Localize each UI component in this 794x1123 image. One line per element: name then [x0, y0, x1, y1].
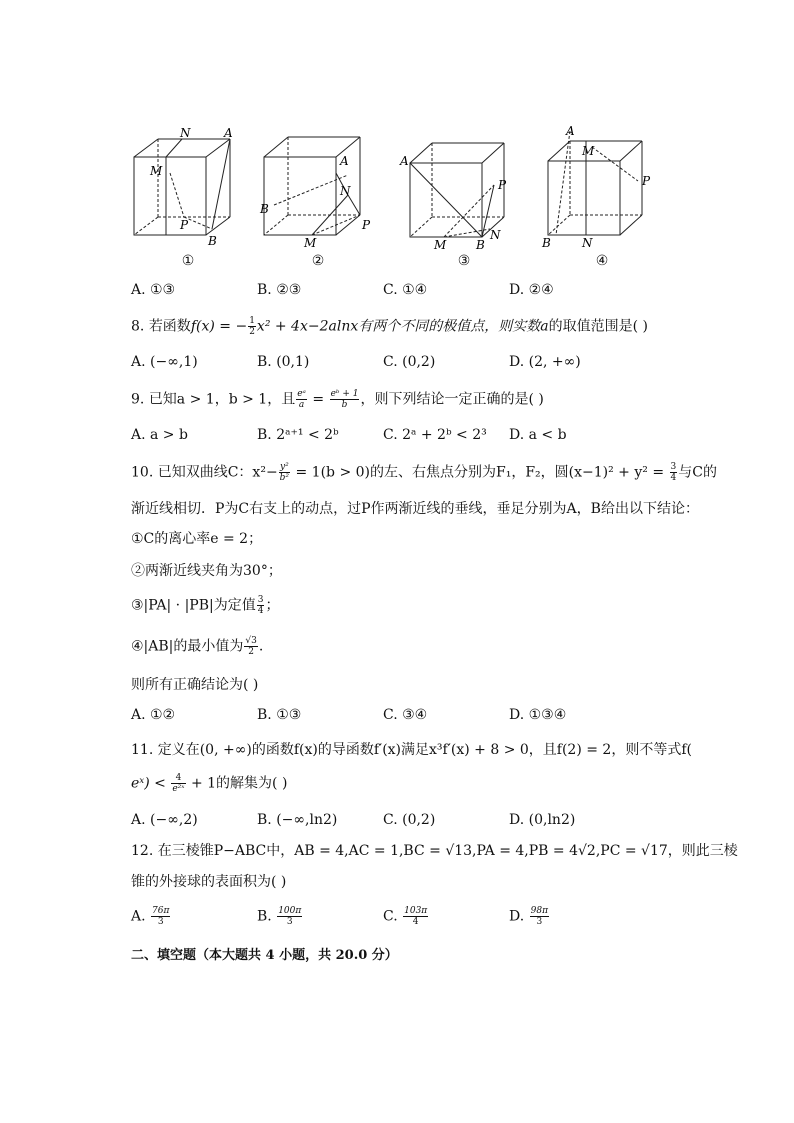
- q10-option-b[interactable]: B. ①③: [257, 707, 302, 723]
- cube-diagram-1: [128, 125, 248, 250]
- fraction: $\frac{\text{eᵇ + 1}}{b}$: [330, 389, 359, 410]
- label-a: A: [566, 124, 575, 138]
- q11-option-a[interactable]: A. (−∞,2): [131, 812, 198, 828]
- fraction: $\frac{103\pi}{4}$: [404, 906, 428, 927]
- q11-option-c[interactable]: C. (0,2): [383, 812, 436, 828]
- question-number: 12.: [131, 843, 154, 859]
- fraction: $\frac{76\pi}{3}$: [152, 906, 170, 927]
- label-n: N: [340, 184, 351, 198]
- figure-3: [400, 125, 524, 275]
- figure-caption: ①: [181, 253, 195, 269]
- fraction: $\frac{\text{y²}}{\text{b²}}$: [279, 462, 290, 483]
- q10-option-a[interactable]: A. ①②: [131, 707, 176, 723]
- question-number: 9.: [131, 391, 145, 408]
- figure-4: [542, 125, 662, 275]
- q9-option-b[interactable]: B. 2ᵃ⁺¹ < 2ᵇ: [257, 427, 339, 443]
- label-n: N: [490, 228, 501, 242]
- q10-stem-line1: 10. 已知双曲线C：x²− $\frac{\text{y²}}{\text{b²}}$ = 1(b > 0)的左、右焦点分别为F₁，F₂，圆(x−1)² + y² = $\frac{3}{4}$ 与C的: [131, 462, 717, 483]
- fraction: $\frac{3}{4}$: [670, 462, 677, 483]
- figure-caption: ④: [595, 253, 609, 269]
- q7-option-b[interactable]: B. ②③: [257, 282, 302, 298]
- label-b: B: [542, 236, 551, 250]
- label-b: B: [208, 234, 217, 248]
- q12-option-b[interactable]: B. $\frac{100\pi}{3}$: [257, 906, 302, 927]
- fraction: $\frac{3}{4}$: [257, 595, 264, 616]
- question-number: 8.: [131, 318, 145, 335]
- q10-statement-3: ③|PA| · |PB|为定值 $\frac{3}{4}$ ；: [131, 595, 280, 616]
- q12-option-d[interactable]: D. $\frac{98\pi}{3}$: [509, 906, 549, 927]
- label-m: M: [582, 144, 595, 158]
- cube-diagram-4: [542, 125, 662, 250]
- q8-stem: 8. 若函数f(x) = − $\frac{1}{2}$ x² + 4x−2alnx有两个不同的极值点，则实数a的取值范围是( ): [131, 316, 648, 337]
- figure-caption: ③: [457, 253, 471, 269]
- q10-option-c[interactable]: C. ③④: [383, 707, 428, 723]
- label-m: M: [150, 164, 163, 178]
- q9-option-a[interactable]: A. a > b: [131, 427, 188, 443]
- q12-option-c[interactable]: C. $\frac{103\pi}{4}$: [383, 906, 428, 927]
- fraction: $\frac{√3}{2}$: [245, 636, 257, 657]
- q8-option-a[interactable]: A. (−∞,1): [131, 354, 198, 370]
- label-m: M: [304, 236, 317, 250]
- q9-option-c[interactable]: C. 2ᵃ + 2ᵇ < 2³: [383, 427, 487, 443]
- q10-stem-line2: 渐近线相切．P为C右支上的动点，过P作两渐近线的垂线，垂足分别为A，B给出以下结论：: [131, 501, 699, 517]
- label-b: B: [476, 238, 485, 252]
- label-p: P: [362, 218, 371, 232]
- q12-stem-line2: 锥的外接球的表面积为( ): [131, 874, 287, 890]
- cube-figures: [120, 125, 680, 275]
- q8-option-c[interactable]: C. (0,2): [383, 354, 436, 370]
- fraction: $\frac{100\pi}{3}$: [278, 906, 302, 927]
- q8-option-d[interactable]: D. (2, +∞): [509, 354, 581, 370]
- label-n: N: [582, 236, 593, 250]
- q8-option-b[interactable]: B. (0,1): [257, 354, 310, 370]
- q10-statement-4: ④|AB|的最小值为 $\frac{√3}{2}$ .: [131, 636, 264, 657]
- q9-stem: 9. 已知a > 1，b > 1，且 $\frac{\text{eᵃ}}{a}$ = $\frac{\text{eᵇ + 1}}{b}$ ，则下列结论一定正确的是( ): [131, 389, 544, 410]
- q10-option-d[interactable]: D. ①③④: [509, 707, 567, 723]
- label-n: N: [180, 126, 191, 140]
- label-p: P: [180, 218, 189, 232]
- label-p: P: [642, 174, 651, 188]
- question-number: 11.: [131, 742, 154, 758]
- q11-stem-line1: 11. 定义在(0, +∞)的函数f(x)的导函数f′(x)满足x³f′(x) + 8 > 0，且f(2) = 2，则不等式f(: [131, 742, 692, 758]
- cube-diagram-3: [400, 125, 524, 252]
- section-heading: 二、填空题（本大题共 4 小题，共 20.0 分）: [131, 948, 398, 963]
- q10-ask: 则所有正确结论为( ): [131, 677, 259, 693]
- cube-diagram-2: [258, 125, 378, 250]
- q10-statement-1: ①C的离心率e = 2；: [131, 531, 263, 547]
- figure-2: [258, 125, 378, 275]
- q9-option-d[interactable]: D. a < b: [509, 427, 567, 443]
- label-b: B: [260, 202, 269, 216]
- q7-option-d[interactable]: D. ②④: [509, 282, 554, 298]
- q12-option-a[interactable]: A. $\frac{76\pi}{3}$: [131, 906, 170, 927]
- label-a: A: [224, 126, 233, 140]
- fraction: $\frac{1}{2}$: [249, 316, 255, 337]
- figure-caption: ②: [311, 253, 325, 269]
- fraction: $\frac{\text{eᵃ}}{a}$: [297, 389, 306, 410]
- label-a: A: [400, 154, 409, 168]
- q7-option-c[interactable]: C. ①④: [383, 282, 428, 298]
- figure-1: [128, 125, 248, 275]
- label-p: P: [498, 178, 507, 192]
- question-number: 10.: [131, 464, 154, 481]
- q11-stem-line2: eˣ) < $\frac{4}{\text{e²ˣ}}$ + 1的解集为( ): [131, 773, 288, 794]
- q7-option-a[interactable]: A. ①③: [131, 282, 176, 298]
- fraction: $\frac{4}{\text{e²ˣ}}$: [172, 773, 185, 794]
- label-m: M: [434, 238, 447, 252]
- fraction: $\frac{98\pi}{3}$: [530, 906, 549, 927]
- q11-option-d[interactable]: D. (0,ln2): [509, 812, 576, 828]
- q12-stem-line1: 12. 在三棱锥P−ABC中，AB = 4,AC = 1,BC = √13,PA = 4,PB = 4√2,PC = √17，则此三棱: [131, 843, 738, 859]
- label-a: A: [340, 154, 349, 168]
- q11-option-b[interactable]: B. (−∞,ln2): [257, 812, 338, 828]
- q10-statement-2: ②两渐近线夹角为30°；: [131, 563, 282, 579]
